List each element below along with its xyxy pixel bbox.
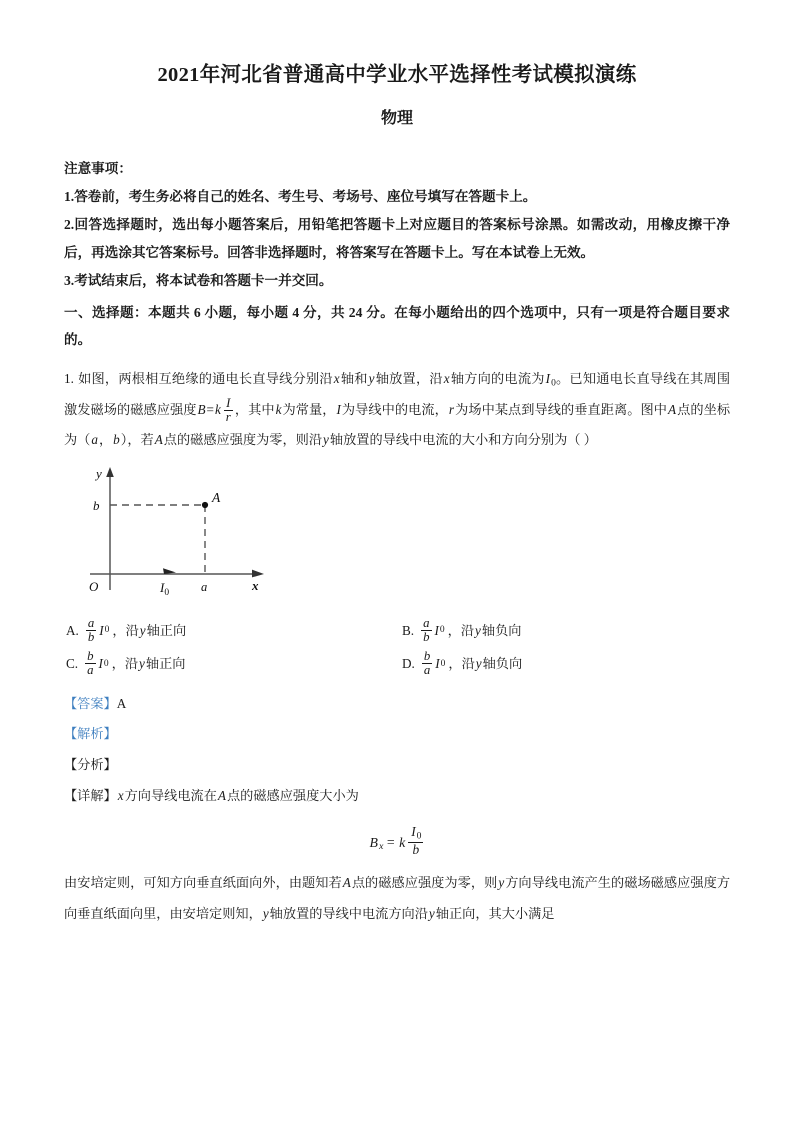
- page-content: [64, 0, 730, 929]
- xiangjie-tag: 【详解】: [64, 787, 117, 803]
- notices-heading: 注意事项：: [64, 161, 132, 177]
- xiangjie-line: [64, 781, 730, 812]
- question-text-part-4: 轴方向的电流为: [450, 371, 545, 387]
- option-a-factor-sub: 0: [104, 625, 110, 636]
- y-axis-arrowhead: [106, 467, 114, 477]
- var-k: k: [275, 402, 282, 418]
- option-c-fraction: [83, 650, 97, 677]
- option-b-label: B.: [402, 622, 415, 638]
- fraction-numerator: I: [226, 395, 231, 410]
- formula-numerator-sub: 0: [416, 830, 422, 842]
- option-c-denominator: a: [87, 663, 94, 678]
- options-row-1: [64, 614, 730, 648]
- x-axis-label: x: [252, 577, 259, 593]
- options-row-2: [64, 647, 730, 681]
- option-a-fraction: [84, 617, 98, 644]
- solution-para-part-5: 轴正向，其大小满足: [435, 905, 555, 921]
- question-text-part-8: 为导线中的电流，: [341, 402, 448, 418]
- option-d-fraction: [420, 650, 434, 677]
- coord-b: b: [113, 432, 120, 448]
- formula-fraction-I0-over-b: [406, 825, 425, 856]
- question-1-figure: [72, 462, 730, 612]
- var-x-2: x: [443, 371, 450, 387]
- formula-fraction-I-over-r: [222, 397, 235, 424]
- solution-para-part-3: 方向导线电流产生的磁场磁感应强度方向垂直纸面向里，由安培定则知，: [64, 875, 731, 921]
- x-axis-arrowhead: [252, 569, 264, 577]
- question-text-part-1: 如图，两根相互绝缘的通电长直导线分别沿: [77, 371, 333, 387]
- analysis-tag: 【解析】: [64, 726, 117, 742]
- origin-label: O: [89, 578, 99, 594]
- option-a-label: A.: [66, 622, 79, 638]
- option-d-denominator: a: [423, 663, 431, 678]
- y-axis-label: y: [96, 465, 102, 481]
- option-d-factor-sub: 0: [440, 658, 446, 669]
- current-direction-arrowhead: [163, 568, 176, 574]
- option-a-text-post: 轴正向: [146, 622, 187, 638]
- var-A: A: [667, 402, 677, 418]
- question-text-part-6: ，其中: [234, 402, 275, 418]
- option-b-text-pre: ，沿: [447, 622, 475, 638]
- var-r: r: [448, 402, 455, 418]
- formula-k: k: [214, 402, 221, 418]
- option-b-numerator: a: [423, 615, 430, 630]
- option-d-label: D.: [402, 656, 415, 672]
- option-b-denominator: b: [423, 629, 430, 644]
- subject-title: 物理: [380, 109, 413, 127]
- coord-separator: ，: [98, 432, 113, 448]
- option-c-var: y: [139, 656, 145, 672]
- var-current-subscript: 0: [551, 378, 556, 389]
- solution-paragraph: [64, 868, 730, 929]
- option-b-factor-sub: 0: [439, 625, 445, 636]
- formula-fraction-denominator: b: [408, 842, 423, 857]
- question-text-part-7: 为常量，: [282, 402, 336, 418]
- question-text-part-11: ），若: [120, 432, 154, 448]
- var-A-2: A: [154, 432, 163, 448]
- option-c-numerator: b: [87, 649, 94, 664]
- question-1-text: [64, 364, 730, 455]
- formula-numerator-I: I: [411, 824, 416, 840]
- page-title: 2021年河北省普通高中学业水平选择性考试模拟演练: [157, 64, 637, 86]
- fraction-denominator: r: [225, 409, 231, 424]
- option-d-text-pre: ，沿: [448, 656, 475, 672]
- solution-para-part-1: 由安培定则，可知方向垂直纸面向外，由题知若: [64, 875, 342, 891]
- option-b[interactable]: [400, 614, 730, 648]
- option-b-text-post: 轴负向: [481, 622, 522, 638]
- notice-item-2: 2.回答选择题时，选出每小题答案后，用铅笔把答题卡上对应题目的答案标号涂黑。如需改动，用橡皮擦干净后，再选涂其它答案标号。回答非选择题时，将答案写在答题卡上。写在本试卷上无效。: [64, 216, 730, 260]
- coord-a: a: [91, 432, 98, 448]
- question-text-part-10: 点的坐标为（: [64, 402, 731, 448]
- section-header-choice: 一、选择题：本题共 6 小题，每小题 4 分，共 24 分。在每小题给出的四个选项中，只有一项是符合题目要求的。: [64, 304, 730, 348]
- option-c-factor: I: [98, 656, 103, 672]
- current-label-I0: $I_0$: [160, 579, 170, 598]
- question-text-part-2: 轴和: [340, 371, 368, 387]
- option-c-factor-sub: 0: [103, 658, 109, 669]
- solution-para-part-4: 轴放置的导线中电流方向沿: [269, 905, 428, 921]
- option-d-numerator: b: [423, 649, 431, 664]
- question-text-part-13: 轴放置的导线中电流的大小和方向分别为（ ）: [329, 432, 597, 448]
- solution-var-y-1: y: [498, 875, 505, 891]
- option-d-text-post: 轴负向: [482, 656, 523, 672]
- xiangjie-var-x: x: [117, 787, 124, 803]
- analysis-line: [64, 719, 730, 750]
- xiangjie-mid-text: 方向导线电流在: [124, 787, 217, 803]
- solution-var-y-3: y: [428, 905, 435, 921]
- fenxi-line: [64, 750, 730, 781]
- notice-item-3: 3.考试结束后，将本试卷和答题卡一并交回。: [64, 272, 333, 288]
- option-d[interactable]: [400, 647, 730, 681]
- formula-equals: =: [206, 402, 214, 418]
- formula-B-subscript: x: [378, 841, 384, 853]
- tick-label-a: a: [201, 579, 208, 594]
- question-number: 1.: [64, 371, 74, 387]
- formula-k-symbol: k: [399, 834, 406, 850]
- xiangjie-end-text: 点的磁感应强度大小为: [226, 787, 359, 803]
- option-a-denominator: b: [87, 629, 95, 644]
- formula-fraction-numerator: [408, 825, 423, 841]
- var-y-2: y: [323, 432, 329, 448]
- question-text-part-12: 点的磁感应强度为零，则沿: [163, 432, 323, 448]
- xiangjie-var-A: A: [217, 787, 226, 803]
- question-text-part-3: 轴放置，沿: [375, 371, 443, 387]
- answer-tag: 【答案】: [64, 695, 117, 711]
- point-a-label: A: [212, 489, 221, 505]
- var-I: I: [336, 402, 341, 418]
- option-c[interactable]: [64, 647, 400, 681]
- formula-B: B: [197, 402, 206, 418]
- formula-equals-sign: =: [386, 834, 395, 850]
- var-current-I: I: [545, 371, 551, 387]
- notice-item-1: 1.答卷前，考生务必将自己的姓名、考生号、考场号、座位号填写在答题卡上。: [64, 189, 537, 205]
- var-y: y: [368, 371, 375, 387]
- solution-block: [64, 689, 730, 929]
- coordinate-diagram-svg: [72, 462, 302, 612]
- solution-formula: [64, 825, 730, 856]
- option-a-var: y: [139, 622, 146, 638]
- solution-var-A: A: [342, 875, 351, 891]
- option-b-var: y: [475, 622, 481, 638]
- answer-line: [64, 689, 730, 720]
- tick-label-b: b: [93, 497, 100, 513]
- option-a[interactable]: [64, 614, 400, 648]
- answer-options: [64, 614, 730, 681]
- option-d-var: y: [475, 656, 482, 672]
- point-a-marker: [202, 501, 208, 507]
- option-a-text-pre: ，沿: [112, 622, 139, 638]
- option-c-text-pre: ，沿: [111, 656, 139, 672]
- formula-B-symbol: B: [369, 834, 378, 850]
- fenxi-tag: 【分析】: [64, 757, 117, 773]
- solution-para-part-2: 点的磁感应强度为零，则: [351, 875, 498, 891]
- option-c-label: C.: [66, 656, 79, 672]
- var-x: x: [333, 371, 340, 387]
- question-text-part-5: 。已知通电长直导线在其周围激发磁场的磁感应强度: [64, 371, 731, 418]
- option-d-factor: I: [435, 656, 440, 672]
- option-b-fraction: [419, 617, 433, 644]
- option-a-numerator: a: [87, 615, 95, 630]
- option-a-factor: I: [99, 622, 104, 638]
- question-text-part-9: 为场中某点到导线的垂直距离。图中: [455, 402, 667, 418]
- option-c-text-post: 轴正向: [145, 656, 186, 672]
- notices-section: [64, 155, 730, 294]
- solution-var-y-2: y: [262, 905, 269, 921]
- option-b-factor: I: [434, 622, 439, 638]
- answer-value: A: [116, 695, 127, 711]
